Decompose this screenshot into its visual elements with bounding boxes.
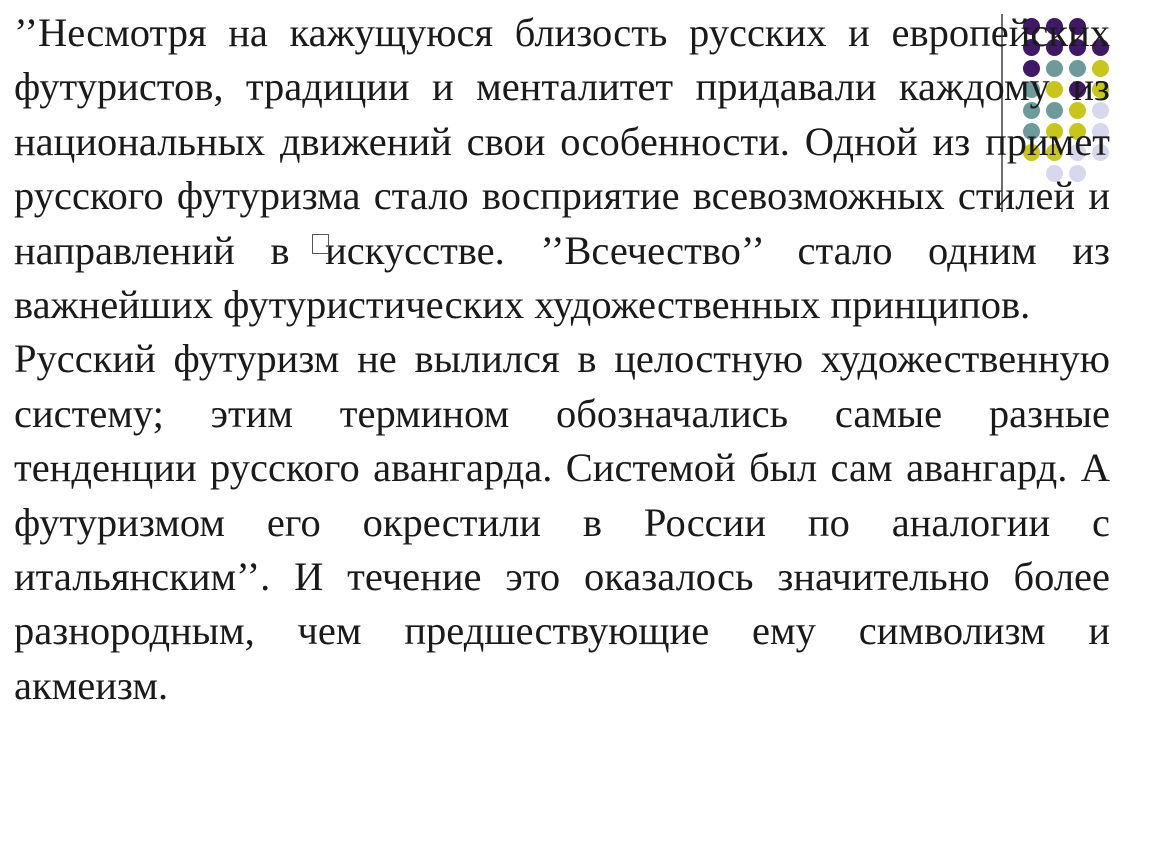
paragraph-2: Русский футуризм не вылился в целостную художественную систему; этим термином обозначались самые разные тенденции русского авангарда. Системой был сам авангард. А футуризмом его окрестили в России по аналогии с итальянским’’. И течение это оказалось значительно более разнородным, чем предшествующие ему символизм и акмеизм. [14,336,1110,708]
slide-body-text [14,6,1110,713]
paragraph-1: ’’Несмотря на кажущуюся близость русских и европейских футуристов, традиции и менталитет придавали каждому из национальных движений свои особенности. Одной из примет русского футуризма стало восприятие всевозможных стилей и направлений в искусстве. ’’Всечество’’ стало одним из важнейших футуристических художественных принципов. [14,10,1110,328]
missing-glyph-box-icon [312,234,329,254]
